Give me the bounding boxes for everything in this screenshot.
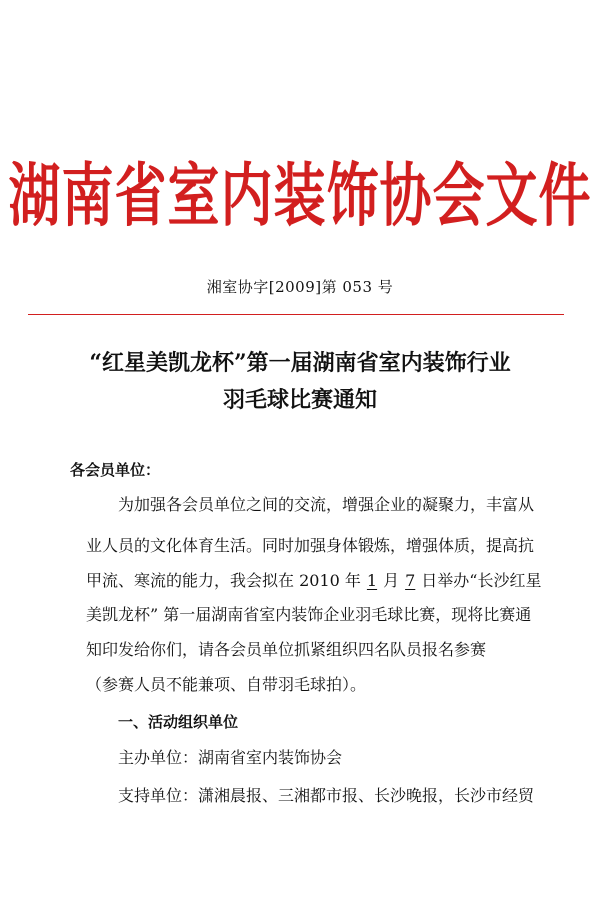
event-month: 1 xyxy=(366,571,378,590)
paragraph-text: 甲流、寒流的能力，我会拟在 2010 年 xyxy=(86,571,361,590)
supporting-organizers: 支持单位：潇湘晨报、三湘都市报、长沙晚报，长沙市经贸 xyxy=(118,786,535,805)
notice-title-line-1: “红星美凯龙杯”第一届湖南省室内装饰行业 xyxy=(89,350,511,376)
host-organizer: 主办单位：湖南省室内装饰协会 xyxy=(118,748,343,767)
paragraph-line-date xyxy=(86,573,541,589)
header-divider xyxy=(28,314,564,315)
masthead-title: 湖南省室内装饰协会文件 xyxy=(8,157,592,237)
salutation: 各会员单位： xyxy=(70,461,161,479)
section-heading: 一、活动组织单位 xyxy=(118,713,239,731)
paragraph-text: 月 xyxy=(383,571,400,590)
notice-title-line-2: 羽毛球比赛通知 xyxy=(222,387,377,413)
event-day: 7 xyxy=(405,571,416,590)
paragraph-line: 业人员的文化体育生活。同时加强身体锻炼，增强体质，提高抗 xyxy=(86,536,535,555)
paragraph-line: （参赛人员不能兼项、自带羽毛球拍）。 xyxy=(86,675,367,694)
masthead xyxy=(8,152,592,242)
paragraph-line: 知印发给你们，请各会员单位抓紧组织四名队员报名参赛 xyxy=(86,640,487,659)
paragraph-text: 日举办“长沙红星 xyxy=(421,571,542,590)
paragraph-line: 美凯龙杯” 第一届湖南省室内装饰企业羽毛球比赛，现将比赛通 xyxy=(86,605,532,624)
paragraph-line: 为加强各会员单位之间的交流，增强企业的凝聚力，丰富从 xyxy=(118,495,535,514)
document-number: 湘室协字[2009]第 053 号 xyxy=(206,278,394,296)
